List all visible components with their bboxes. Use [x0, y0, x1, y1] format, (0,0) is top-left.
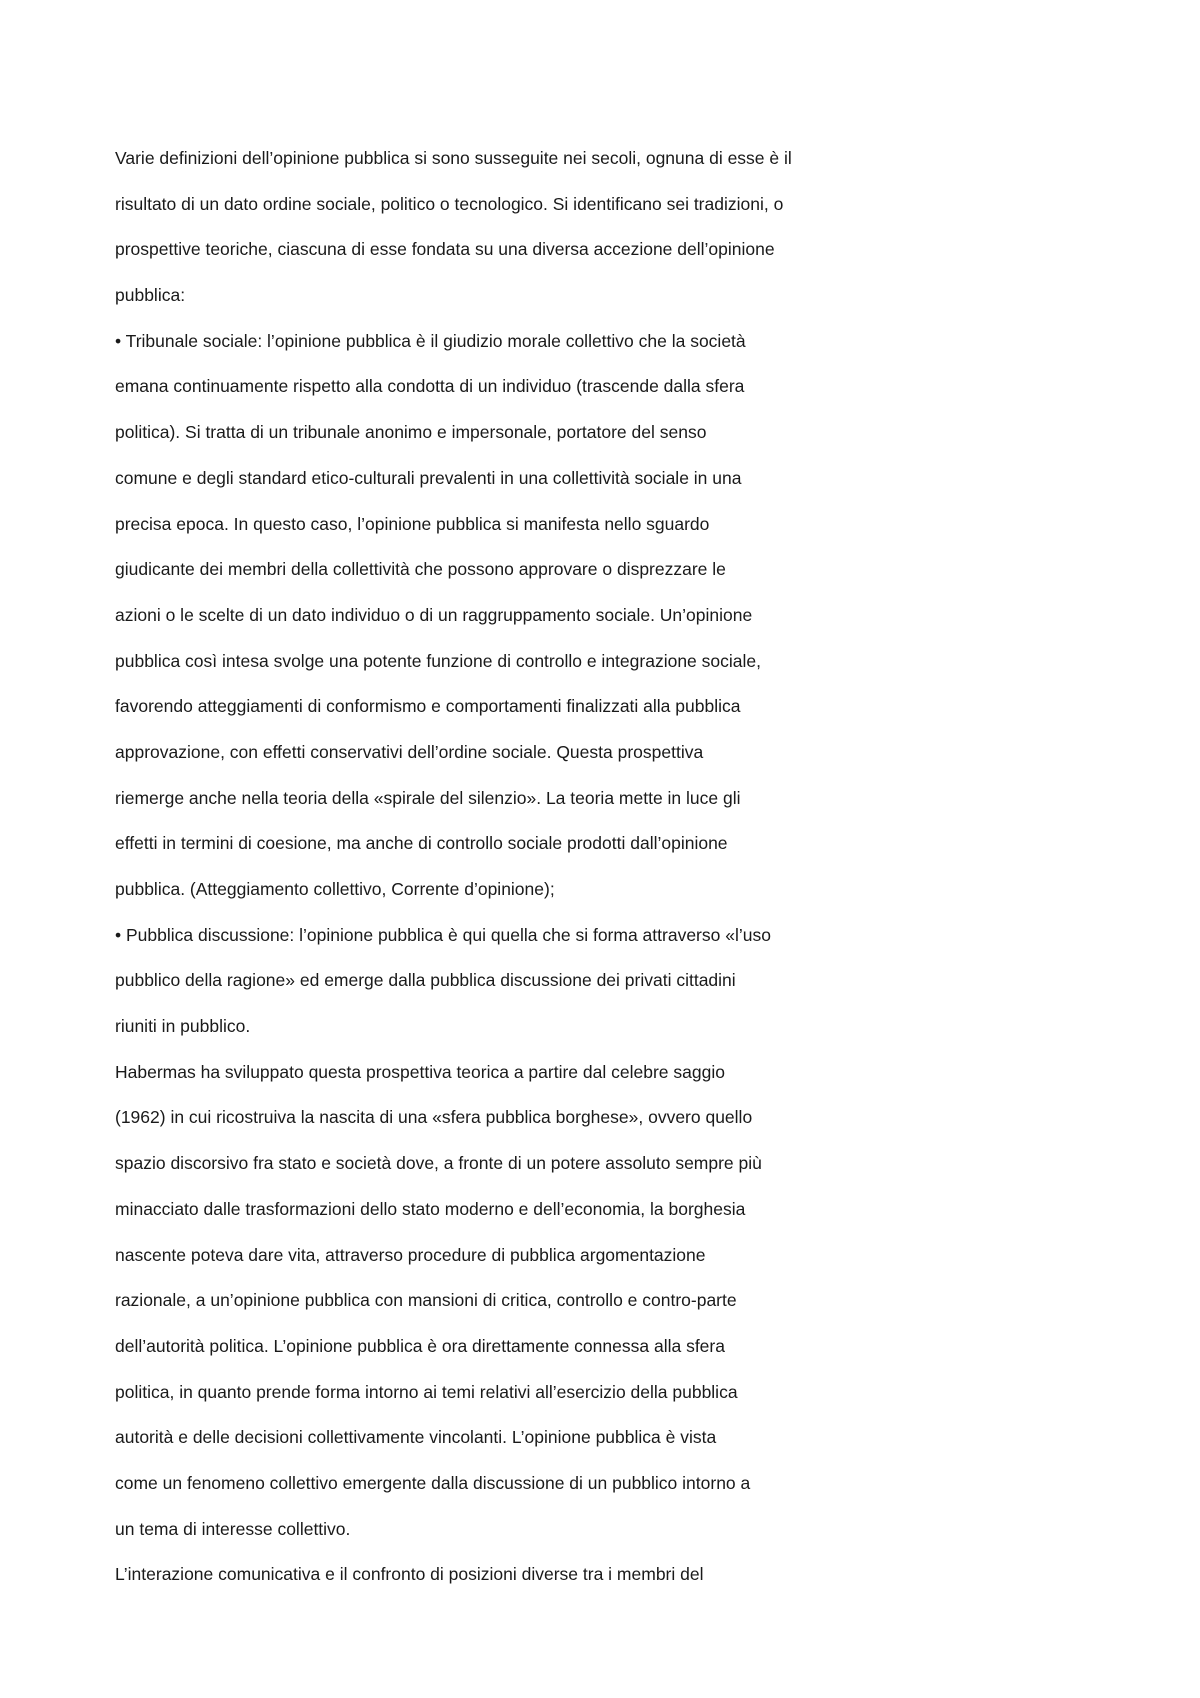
text-line: come un fenomeno collettivo emergente dalla discussione di un pubblico intorno a [115, 1472, 751, 1493]
bullet-line: • Pubblica discussione: l’opinione pubblica è qui quella che si forma attraverso «l’uso [115, 924, 771, 945]
text-line: pubblica. (Atteggiamento collettivo, Corrente d’opinione); [115, 879, 555, 899]
text-line: favorendo atteggiamenti di conformismo e comportamenti finalizzati alla pubblica [115, 696, 741, 717]
text-line: pubblico della ragione» ed emerge dalla pubblica discussione dei privati cittadini [115, 970, 736, 991]
text-line: L’interazione comunicativa e il confronto di posizioni diverse tra i membri del [115, 1564, 704, 1585]
text-line: Varie definizioni dell’opinione pubblica si sono susseguite nei secoli, ognuna di esse è il [115, 148, 792, 168]
text-line: emana continuamente rispetto alla condotta di un individuo (trascende dalla sfera [115, 376, 745, 397]
text-line: prospettive teoriche, ciascuna di esse fondata su una diversa accezione dell’opinione [115, 239, 775, 260]
text-line: giudicante dei membri della collettività che possono approvare o disprezzare le [115, 559, 726, 580]
body-text [115, 140, 1115, 1602]
text-line: dell’autorità politica. L’opinione pubblica è ora direttamente connessa alla sfera [115, 1335, 725, 1356]
text-line: nascente poteva dare vita, attraverso procedure di pubblica argomentazione [115, 1244, 706, 1265]
text-line: un tema di interesse collettivo. [115, 1518, 351, 1539]
text-line: riemerge anche nella teoria della «spirale del silenzio». La teoria mette in luce gli [115, 787, 741, 808]
text-line: azioni o le scelte di un dato individuo o di un raggruppamento sociale. Un’opinione [115, 604, 753, 625]
text-line: autorità e delle decisioni collettivamente vincolanti. L’opinione pubblica è vista [115, 1427, 717, 1448]
text-line: razionale, a un’opinione pubblica con mansioni di critica, controllo e contro-parte [115, 1290, 737, 1311]
text-line: spazio discorsivo fra stato e società dove, a fronte di un potere assoluto sempre più [115, 1153, 762, 1174]
text-line: politica). Si tratta di un tribunale anonimo e impersonale, portatore del senso [115, 422, 707, 443]
text-line: Habermas ha sviluppato questa prospettiva teorica a partire dal celebre saggio [115, 1061, 725, 1082]
text-line: approvazione, con effetti conservativi dell’ordine sociale. Questa prospettiva [115, 741, 704, 762]
text-line: riuniti in pubblico. [115, 1016, 251, 1037]
text-line: pubblica: [115, 285, 186, 306]
text-line: risultato di un dato ordine sociale, politico o tecnologico. Si identificano sei tradizioni, o [115, 193, 784, 214]
text-line: effetti in termini di coesione, ma anche di controllo sociale prodotti dall’opinione [115, 833, 728, 854]
bullet-line: • Tribunale sociale: l’opinione pubblica è il giudizio morale collettivo che la società [115, 330, 746, 351]
text-line: comune e degli standard etico-culturali prevalenti in una collettività sociale in una [115, 467, 742, 488]
text-line: politica, in quanto prende forma intorno ai temi relativi all’esercizio della pubblica [115, 1381, 738, 1402]
text-line: minacciato dalle trasformazioni dello stato moderno e dell’economia, la borghesia [115, 1198, 746, 1219]
text-line: precisa epoca. In questo caso, l’opinione pubblica si manifesta nello sguardo [115, 513, 710, 534]
text-line: pubblica così intesa svolge una potente funzione di controllo e integrazione sociale, [115, 650, 761, 671]
text-line: (1962) in cui ricostruiva la nascita di una «sfera pubblica borghese», ovvero quello [115, 1107, 753, 1128]
